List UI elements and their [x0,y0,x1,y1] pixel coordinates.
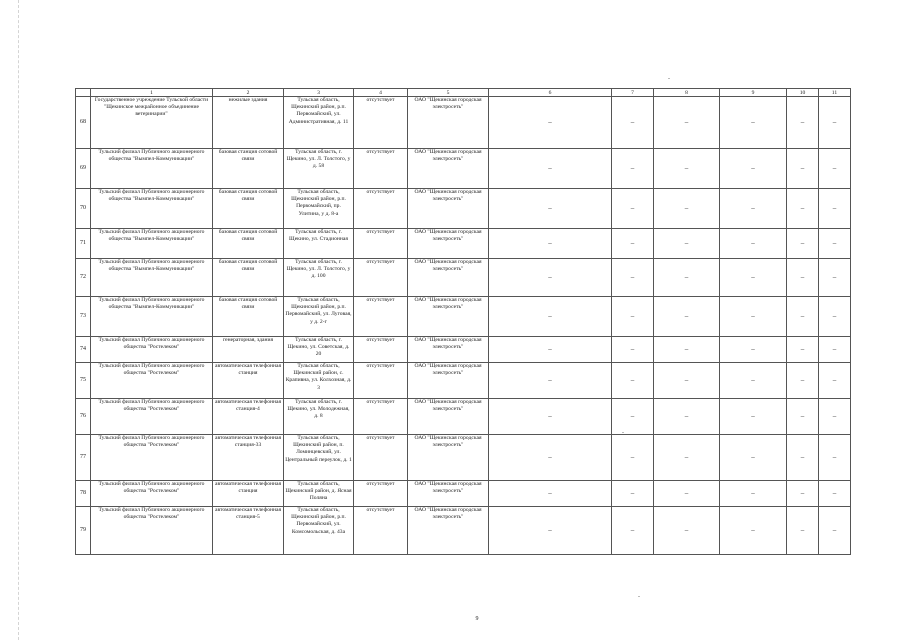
header-cell: 2 [213,89,284,97]
object-cell: базовая станция сотовой связи [213,297,284,337]
col9-cell: – [720,435,787,481]
owner-cell: Тульский филиал Публичного акционерного общества "Вымпел-Коммуникации" [91,297,213,337]
cadastral-cell: отсутствует [354,435,408,481]
col7-cell: – [612,337,654,363]
table-row [76,507,851,555]
address-cell: Тульская область, Щекинский район, с. Крапивна, ул. Колхозная, д. 3 [284,363,354,399]
address-cell: Тульская область, г. Щекино, ул. Советская, д. 20 [284,337,354,363]
grid-company-cell: ОАО "Щекинская городская электросеть" [408,481,489,507]
col6-cell: – [489,229,612,259]
owner-cell: Тульский филиал Публичного акционерного общества "Вымпел-Коммуникации" [91,229,213,259]
address-cell: Тульская область, Щекинский район, р.п. Первомайский, ул. Луговая, у д. 2-г [284,297,354,337]
col6-cell: – [489,97,612,149]
col6-cell: – [489,399,612,435]
col9-cell: – [720,363,787,399]
row-number: 76 [76,399,91,435]
col11-cell: – [819,481,851,507]
table-row [76,435,851,481]
cadastral-cell: отсутствует [354,399,408,435]
col7-cell: – [612,507,654,555]
address-cell: Тульская область, Щекинский район, п. Ломинцевский, ул. Центральный переулок, д. 1 [284,435,354,481]
row-number: 78 [76,481,91,507]
col6-cell: – [489,259,612,297]
owner-cell: Тульский филиал Публичного акционерного общества "Ростелеком" [91,337,213,363]
col9-cell: – [720,189,787,229]
col10-cell: – [787,297,819,337]
owner-cell: Тульский филиал Публичного акционерного общества "Ростелеком" [91,481,213,507]
grid-company-cell: ОАО "Щекинская городская электросеть" [408,337,489,363]
owner-cell: Тульский филиал Публичного акционерного общества "Вымпел-Коммуникации" [91,259,213,297]
address-cell: Тульская область, г. Щекино, ул. Л. Толстого, у д. 100 [284,259,354,297]
col6-cell: – [489,297,612,337]
header-cell [76,89,91,97]
col9-cell: – [720,337,787,363]
table-row [76,97,851,149]
col10-cell: – [787,189,819,229]
col7-cell: – [612,259,654,297]
col10-cell: – [787,507,819,555]
col7-cell: – [612,97,654,149]
grid-company-cell: ОАО "Щекинская городская электросеть" [408,435,489,481]
table-row [76,363,851,399]
col8-cell: – [654,149,720,189]
object-cell: автоматическая телефонная станция [213,363,284,399]
col7-cell: – [612,399,654,435]
header-cell: 8 [654,89,720,97]
col8-cell: – [654,297,720,337]
col10-cell: – [787,337,819,363]
col7-cell: – [612,435,654,481]
grid-company-cell: ОАО "Щекинская городская электросеть" [408,297,489,337]
scan-margin-line [18,0,20,640]
row-number: 69 [76,149,91,189]
grid-company-cell: ОАО "Щекинская городская электросеть" [408,507,489,555]
grid-company-cell: ОАО "Щекинская городская электросеть" [408,259,489,297]
cadastral-cell: отсутствует [354,337,408,363]
col11-cell: – [819,507,851,555]
grid-company-cell: ОАО "Щекинская городская электросеть" [408,149,489,189]
header-cell: 7 [612,89,654,97]
row-number: 72 [76,259,91,297]
col6-cell: – [489,507,612,555]
address-cell: Тульская область, г. Щекино, ул. Л. Толстого, у д. 58 [284,149,354,189]
col11-cell: – [819,97,851,149]
address-cell: Тульская область, г. Щекино, ул. Стадионная [284,229,354,259]
row-number: 77 [76,435,91,481]
owner-cell: Государственное учреждение Тульской области "Щекинское межрайонное объединение ветеринарии" [91,97,213,149]
table-row [76,337,851,363]
object-cell: базовая станция сотовой связи [213,259,284,297]
col11-cell: – [819,399,851,435]
row-number: 75 [76,363,91,399]
col11-cell: – [819,363,851,399]
address-cell: Тульская область, г. Щекино, ул. Молодежная, д. 8 [284,399,354,435]
col7-cell: – [612,149,654,189]
registry-table [75,88,851,555]
object-cell: базовая станция сотовой связи [213,189,284,229]
col7-cell: – [612,189,654,229]
cadastral-cell: отсутствует [354,481,408,507]
col9-cell: – [720,259,787,297]
owner-cell: Тульский филиал Публичного акционерного общества "Ростелеком" [91,435,213,481]
col8-cell: – [654,363,720,399]
owner-cell: Тульский филиал Публичного акционерного общества "Вымпел-Коммуникации" [91,189,213,229]
col6-cell: – [489,363,612,399]
table-row [76,399,851,435]
header-cell: 1 [91,89,213,97]
scan-speck [668,78,670,79]
col7-cell: – [612,363,654,399]
col8-cell: – [654,435,720,481]
col8-cell: – [654,337,720,363]
col9-cell: – [720,97,787,149]
table-row [76,189,851,229]
owner-cell: Тульский филиал Публичного акционерного общества "Ростелеком" [91,363,213,399]
cadastral-cell: отсутствует [354,507,408,555]
col10-cell: – [787,229,819,259]
grid-company-cell: ОАО "Щекинская городская электросеть" [408,399,489,435]
header-cell: 5 [408,89,489,97]
cadastral-cell: отсутствует [354,229,408,259]
col11-cell: – [819,229,851,259]
row-number: 73 [76,297,91,337]
object-cell: нежилые здания [213,97,284,149]
col8-cell: – [654,229,720,259]
cadastral-cell: отсутствует [354,189,408,229]
owner-cell: Тульский филиал Публичного акционерного общества "Вымпел-Коммуникации" [91,149,213,189]
address-cell: Тульская область, Щекинский район, р.п. Первомайский, пр. Улитина, у д. 8-а [284,189,354,229]
row-number: 71 [76,229,91,259]
row-number: 68 [76,97,91,149]
col11-cell: – [819,189,851,229]
col11-cell: – [819,297,851,337]
object-cell: базовая станция сотовой связи [213,229,284,259]
col11-cell: – [819,149,851,189]
row-number: 74 [76,337,91,363]
object-cell: автоматическая телефонная станция-5 [213,507,284,555]
col6-cell: – [489,189,612,229]
col10-cell: – [787,149,819,189]
col6-cell: – [489,481,612,507]
col9-cell: – [720,149,787,189]
col9-cell: – [720,507,787,555]
col8-cell: – [654,97,720,149]
col6-cell: – [489,435,612,481]
row-number: 79 [76,507,91,555]
col8-cell: – [654,259,720,297]
header-cell: 11 [819,89,851,97]
col7-cell: – [612,229,654,259]
owner-cell: Тульский филиал Публичного акционерного общества "Ростелеком" [91,399,213,435]
row-number: 70 [76,189,91,229]
col9-cell: – [720,481,787,507]
cadastral-cell: отсутствует [354,297,408,337]
header-cell: 6 [489,89,612,97]
col8-cell: – [654,481,720,507]
col10-cell: – [787,481,819,507]
col8-cell: – [654,399,720,435]
col10-cell: – [787,435,819,481]
grid-company-cell: ОАО "Щекинская городская электросеть" [408,229,489,259]
table-row [76,229,851,259]
grid-company-cell: ОАО "Щекинская городская электросеть" [408,97,489,149]
header-cell: 3 [284,89,354,97]
col8-cell: – [654,507,720,555]
table-row [76,259,851,297]
owner-cell: Тульский филиал Публичного акционерного общества "Ростелеком" [91,507,213,555]
col9-cell: – [720,399,787,435]
col7-cell: – [612,297,654,337]
header-cell: 9 [720,89,787,97]
object-cell: генераторная, здания [213,337,284,363]
col11-cell: – [819,259,851,297]
address-cell: Тульская область, Щекинский район, д. Ясная Поляна [284,481,354,507]
col11-cell: – [819,337,851,363]
header-cell: 4 [354,89,408,97]
cadastral-cell: отсутствует [354,149,408,189]
address-cell: Тульская область, Щекинский район, р.п. Первомайский, ул. Комсомольская, д. 43а [284,507,354,555]
table-row [76,297,851,337]
col6-cell: – [489,337,612,363]
col6-cell: – [489,149,612,189]
col10-cell: – [787,399,819,435]
address-cell: Тульская область, Щекинский район, р.п. Первомайский, ул. Административная, д. 11 [284,97,354,149]
object-cell: автоматическая телефонная станция [213,481,284,507]
table-row [76,481,851,507]
scan-speck [638,596,640,597]
col10-cell: – [787,363,819,399]
page-number: 9 [475,616,479,622]
col10-cell: – [787,97,819,149]
col11-cell: – [819,435,851,481]
col8-cell: – [654,189,720,229]
grid-company-cell: ОАО "Щекинская городская электросеть" [408,189,489,229]
object-cell: базовая станция сотовой связи [213,149,284,189]
header-row [76,89,851,97]
col9-cell: – [720,229,787,259]
object-cell: автоматическая телефонная станция-33 [213,435,284,481]
col9-cell: – [720,297,787,337]
col10-cell: – [787,259,819,297]
cadastral-cell: отсутствует [354,363,408,399]
grid-company-cell: ОАО "Щекинская городская электросеть" [408,363,489,399]
table-row [76,149,851,189]
object-cell: автоматическая телефонная станция-4 [213,399,284,435]
cadastral-cell: отсутствует [354,97,408,149]
col7-cell: – [612,481,654,507]
header-cell: 10 [787,89,819,97]
cadastral-cell: отсутствует [354,259,408,297]
